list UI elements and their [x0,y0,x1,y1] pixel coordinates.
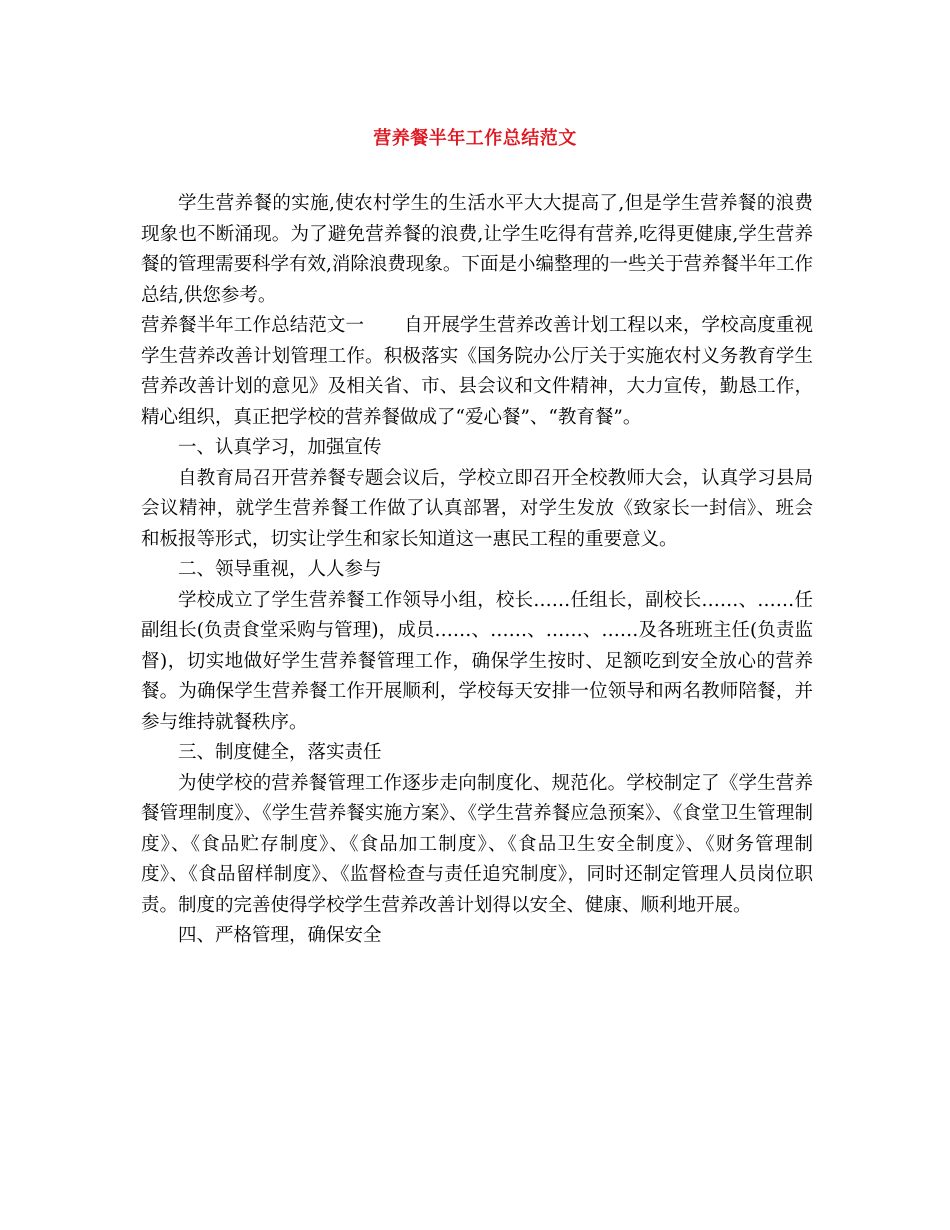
section-paragraph: 学校成立了学生营养餐工作领导小组，校长……任组长，副校长……、……任副组长(负责食堂采购与管理)，成员……、……、……、……及各班班主任(负责监督)，切实地做好学生营养餐管理工作，确保学生按时、足额吃到安全放心的营养餐。为确保学生营养餐工作开展顺利，学校每天安排一位领导和两名教师陪餐，并参与维持就餐秩序。 [141,589,813,733]
section-heading: 四、严格管理，确保安全 [178,925,382,946]
document-title: 营养餐半年工作总结范文 [373,128,577,149]
section-heading: 二、领导重视，人人参与 [178,559,382,580]
section-heading: 一、认真学习，加强宣传 [178,437,382,458]
section-paragraph: 自教育局召开营养餐专题会议后，学校立即召开全校教师大会，认真学习县局会议精神，就学生营养餐工作做了认真部署，对学生发放《致家长一封信》、班会和板报等形式，切实让学生和家长知道这一惠民工程的重要意义。 [141,467,813,550]
section-paragraph: 为使学校的营养餐管理工作逐步走向制度化、规范化。学校制定了《学生营养餐管理制度》、《学生营养餐实施方案》、《学生营养餐应急预案》、《食堂卫生管理制度》、《食品贮存制度》、《食品加工制度》、《食品卫生安全制度》、《财务管理制度》、《食品留样制度》、《监督检查与责任追究制度》，同时还制定管理人员岗位职责。制度的完善使得学校学生营养改善计划得以安全、健康、顺利地开展。 [141,772,813,916]
section-one-paragraph [141,311,813,433]
intro-paragraph: 学生营养餐的实施,使农村学生的生活水平大大提高了,但是学生营养餐的浪费现象也不断涌现。为了避免营养餐的浪费,让学生吃得有营养,吃得更健康,学生营养餐的管理需要科学有效,消除浪费现象。下面是小编整理的一些关于营养餐半年工作总结,供您参考。 [141,193,813,306]
document-body [141,189,813,952]
section-heading: 三、制度健全，落实责任 [178,742,382,763]
section-intro-text: 自开展学生营养改善计划工程以来，学校高度重视学生营养改善计划管理工作。积极落实《国务院办公厅关于实施农村义务教育学生营养改善计划的意见》及相关省、市、县会议和文件精神，大力宣传，勤恳工作，精心组织，真正把学校的营养餐做成了“爱心餐”、“教育餐”。 [141,315,813,428]
section-label: 营养餐半年工作总结范文一 [141,315,365,336]
